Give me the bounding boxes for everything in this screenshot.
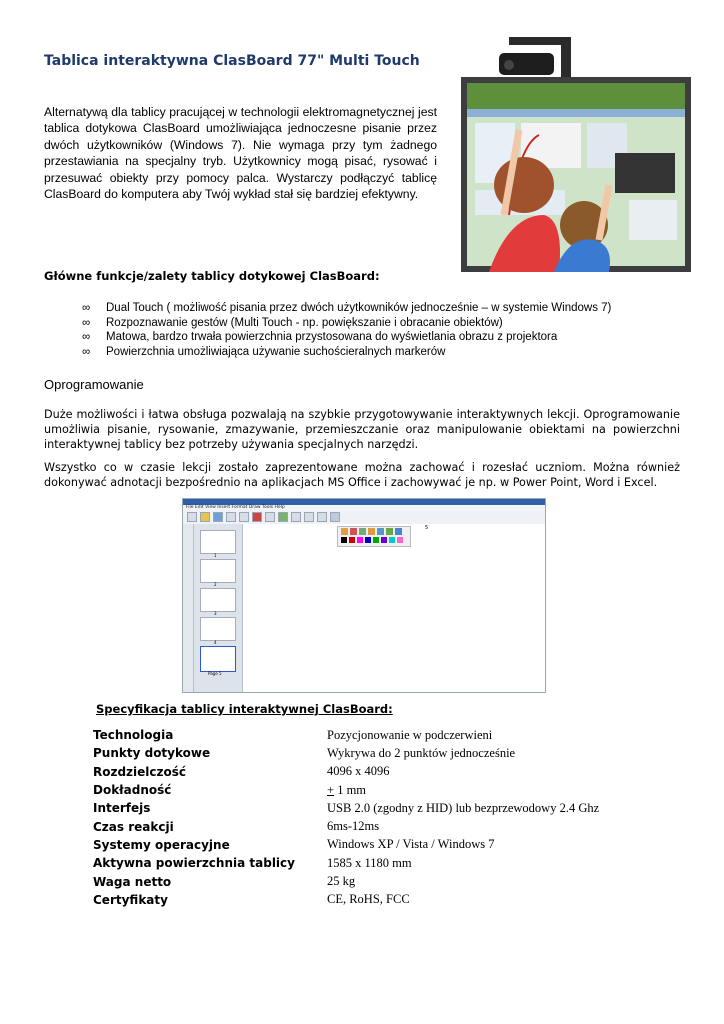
- spec-label: Technologia: [93, 728, 174, 743]
- spec-label: Aktywna powierzchnia tablicy: [93, 856, 295, 871]
- page-number: 5: [425, 525, 429, 531]
- table-row: [93, 763, 599, 781]
- spec-label: Certyfikaty: [93, 892, 168, 907]
- table-row: [93, 817, 599, 835]
- spec-label: Systemy operacyjne: [93, 837, 230, 852]
- bullet-icon: ∞: [82, 302, 91, 314]
- menu-bar: File Edit View Insert Format Draw Tools Help: [183, 505, 545, 511]
- table-row: [93, 726, 599, 744]
- spec-heading: Specyfikacja tablicy interaktywnej ClasBoard:: [96, 702, 393, 716]
- canvas-area[interactable]: [243, 524, 545, 692]
- spec-value: 1585 x 1180 mm: [327, 855, 412, 870]
- table-row: [93, 744, 599, 762]
- spec-value: CE, RoHS, FCC: [327, 892, 410, 907]
- spec-value: 4096 x 4096: [327, 764, 390, 779]
- bullet-icon: ∞: [82, 316, 91, 329]
- toolbar: [183, 511, 545, 525]
- software-screenshot: [182, 498, 546, 693]
- table-row: [93, 799, 599, 817]
- software-paragraph-2: Wszystko co w czasie lekcji zostało zaprezentowane można zachować i rozesłać uczniom. Można również dokonywać adnotacji bezpośrednio na aplikacjach MS Office i zachowywać je np. w Power Point, Word i Excel.: [44, 461, 680, 489]
- color-swatch[interactable]: [397, 537, 403, 543]
- color-swatch[interactable]: [341, 537, 347, 543]
- spec-label: Rozdzielczość: [93, 764, 187, 779]
- table-row: [93, 891, 599, 909]
- spec-value: Windows XP / Vista / Windows 7: [327, 837, 495, 852]
- intro-paragraph: Alternatywą dla tablicy pracującej w technologii elektromagnetycznej jest tablica dotykowa ClasBoard umożliwiająca jednoczesne pisanie przez dwóch użytkowników (Windows 7). Nie wymaga przy tym żadnego przestawiania na specjalny tryb. Użytkownicy mogą pisać, rysować i przesuwać obiekty przy pomocy palca. Wystarczy podłączyć tablicę ClasBoard do komputera aby Twój wykład stał się bardziej efektywny.: [44, 105, 437, 202]
- hero-board-illustration: [449, 35, 694, 272]
- color-swatch[interactable]: [389, 537, 395, 543]
- table-row: [93, 854, 599, 872]
- bullet-icon: ∞: [82, 331, 91, 344]
- color-swatch[interactable]: [381, 537, 387, 543]
- spec-value: USB 2.0 (zgodny z HID) lub bezprzewodowy 2.4 Ghz: [327, 800, 600, 815]
- color-swatch[interactable]: [349, 537, 355, 543]
- page-thumbnail[interactable]: [200, 530, 236, 554]
- software-heading: Oprogramowanie: [44, 377, 144, 392]
- page-title: Tablica interaktywna ClasBoard 77" Multi Touch: [44, 53, 420, 69]
- spec-value: 6ms-12ms: [327, 819, 380, 834]
- table-row: [93, 781, 599, 799]
- pen-palette[interactable]: [337, 526, 411, 547]
- color-swatch[interactable]: [365, 537, 371, 543]
- list-item: ∞ Matowa, bardzo trwała powierzchnia przystosowana do wyświetlania obrazu z projektora: [82, 331, 558, 344]
- features-heading: Główne funkcje/zalety tablicy dotykowej ClasBoard:: [44, 269, 380, 283]
- spec-value: 25 kg: [327, 874, 356, 889]
- page-thumbnail-selected[interactable]: [200, 646, 236, 672]
- color-swatch[interactable]: [357, 537, 363, 543]
- spec-table: [93, 726, 599, 909]
- software-paragraph-1: Duże możliwości i łatwa obsługa pozwalają na szybkie przygotowywanie interaktywnych lekcji. Oprogramowanie umożliwia pisanie, rysowanie, zmazywanie, przemieszczanie oraz manipulowanie obiektami na powierzchni interaktywnej tablicy bez potrzeby używania specjalnych narzędzi.: [44, 408, 680, 451]
- spec-label: Dokładność: [93, 783, 172, 798]
- page-thumbnail[interactable]: [200, 559, 236, 583]
- thumbnail-panel: 1 2 3 4 Page 5: [194, 524, 243, 692]
- table-row: [93, 872, 599, 890]
- spec-label: Waga netto: [93, 874, 172, 889]
- spec-value: Wykrywa do 2 punktów jednocześnie: [327, 745, 516, 760]
- spec-label: Punkty dotykowe: [93, 746, 211, 761]
- bullet-icon: ∞: [82, 345, 91, 358]
- page-thumbnail[interactable]: [200, 588, 236, 612]
- list-item: ∞ Rozpoznawanie gestów (Multi Touch - np. powiększanie i obracanie obiektów): [82, 316, 503, 329]
- spec-label: Czas reakcji: [93, 819, 174, 834]
- spec-label: Interfejs: [93, 801, 151, 816]
- table-row: [93, 836, 599, 854]
- spec-value: Pozycjonowanie w podczerwieni: [327, 727, 493, 742]
- list-item: ∞ Powierzchnia umożliwiająca używanie suchościeralnych markerów: [82, 345, 446, 358]
- features-list: [82, 301, 611, 359]
- list-item: ∞ Dual Touch ( możliwość pisania przez dwóch użytkowników jednocześnie – w systemie Windows 7): [82, 302, 612, 314]
- color-swatch[interactable]: [373, 537, 379, 543]
- page-thumbnail[interactable]: [200, 617, 236, 641]
- spec-value: + 1 mm: [327, 782, 367, 797]
